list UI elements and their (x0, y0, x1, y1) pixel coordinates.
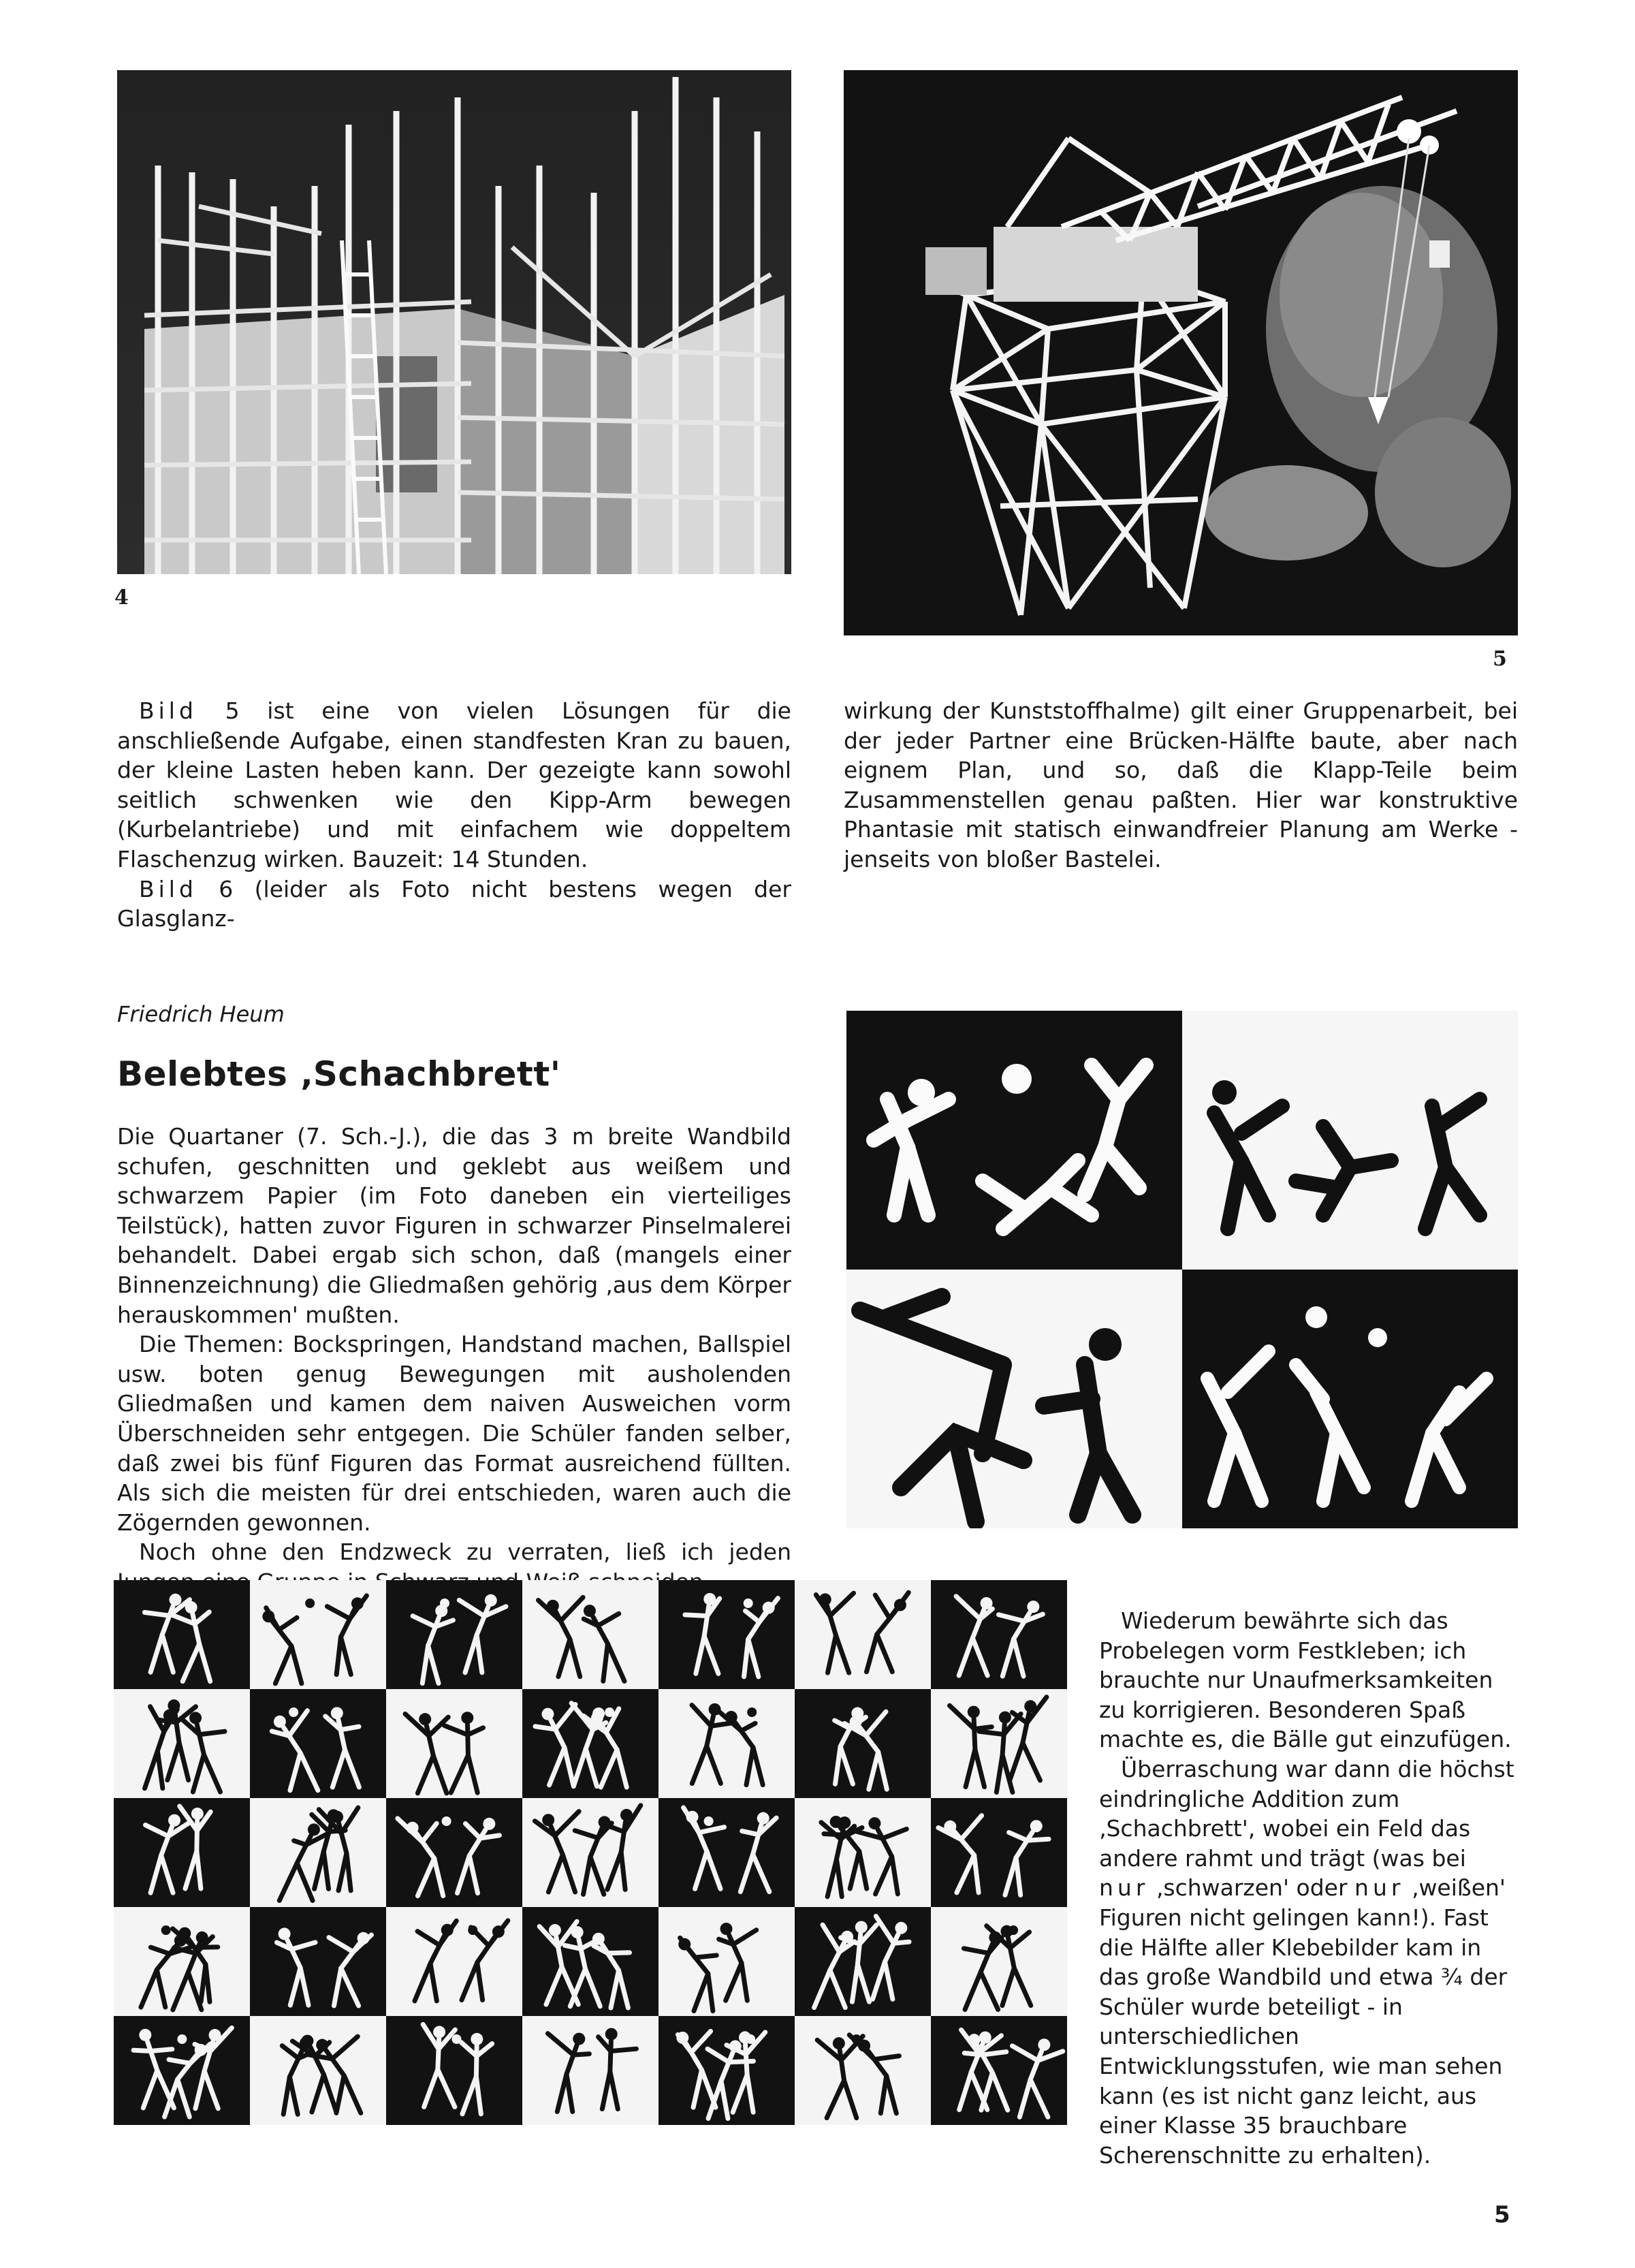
wall-figure-head (592, 1933, 605, 1945)
article-body-left (117, 1122, 791, 1597)
checkerboard-detail-image (846, 1011, 1518, 1528)
wall-figure-head (471, 2033, 483, 2045)
wall-figure-head (830, 1816, 842, 1828)
wall-figure-head (584, 1605, 596, 1617)
wall-figure-head (678, 1938, 690, 1951)
article-title: Belebtes ‚Schachbrett' (117, 1054, 561, 1094)
wall-figure-head (407, 1822, 419, 1834)
wall-figure-limb (1002, 1724, 1004, 1755)
wall-figure-limb (974, 1727, 992, 1729)
wall-figure-head (358, 1932, 370, 1944)
wall-figure-head (999, 1712, 1011, 1724)
article-body-right (1099, 1606, 1514, 2170)
wall-figure-limb (979, 1731, 1004, 1734)
wall-cell (250, 1798, 386, 1907)
wall-figure-limb (133, 2050, 150, 2051)
caption-right-column (844, 696, 1518, 875)
wall-ball (744, 1598, 753, 1608)
wall-figure-limb (964, 2053, 983, 2055)
wall-figure-head (819, 1593, 831, 1605)
wall-figure-head (185, 1601, 197, 1613)
article-right-paragraph-1: Wiederum bewährte sich das Probelegen vorm Festkleben; ich brauchte nur Unaufmerksamkeiten zu korrigieren. Besonderen Spaß machte es, die Bälle gut einzufügen. (1099, 1607, 1512, 1753)
wall-picture-checkerboard (114, 1580, 1067, 2125)
wall-figure-limb (535, 1727, 556, 1729)
wall-figure-head (1024, 1700, 1036, 1712)
wall-figure-head (189, 1712, 202, 1724)
wall-figure-limb (695, 1955, 716, 1957)
page-number: 5 (1494, 2201, 1510, 2228)
wall-figure-head (894, 1599, 906, 1611)
wall-cell (522, 1580, 658, 1689)
wall-figure-head (725, 1711, 737, 1723)
wall-figure-limb (158, 1720, 176, 1722)
figure-5-number: 5 (1493, 647, 1507, 671)
wall-figure-limb (468, 1724, 469, 1755)
article-paragraph-3: Noch ohne den Endzweck zu verraten, ließ ich jeden (139, 1539, 791, 1566)
wall-figure-head (720, 1923, 733, 1935)
wall-cell (114, 1907, 250, 2016)
wall-figure-head (196, 1932, 208, 1944)
wall-figure-head (757, 1812, 769, 1825)
wall-figure-limb (1027, 1839, 1049, 1840)
wall-cell (795, 1798, 931, 1907)
wall-figure-head (763, 1602, 775, 1614)
wall-ball (746, 2034, 755, 2044)
wall-figure-limb (480, 1836, 499, 1838)
wall-figure-head (170, 1594, 182, 1606)
caption-bild-5-lead: Bild (139, 697, 197, 724)
paragraph-2-part-b: ‚schwarzen' oder (1156, 1874, 1348, 1902)
wall-figure-head (833, 2037, 845, 2049)
wall-cell (931, 1580, 1067, 1689)
wall-figure-head (139, 2029, 151, 2041)
wall-cell (522, 1907, 658, 2016)
wall-figure-head (419, 1713, 431, 1725)
wall-figure-head (547, 1600, 559, 1612)
wall-figure-head (331, 1707, 343, 1719)
wall-figure-head (483, 1818, 495, 1830)
figure-4-scaffold-photo (117, 70, 791, 574)
wall-cell (658, 1689, 795, 1798)
wall-figure-limb (983, 2052, 1006, 2055)
wall-ball (1009, 1925, 1018, 1935)
wall-cell (931, 1907, 1067, 2016)
wall-figure-limb (611, 2049, 637, 2051)
wall-ball (440, 1598, 449, 1608)
wall-figure-head (968, 2034, 981, 2046)
wall-figure-head (605, 2028, 618, 2041)
wall-figure-head (492, 1925, 505, 1938)
wall-figure-head (541, 1708, 554, 1720)
figure-4-number: 4 (114, 586, 129, 610)
wall-figure-head (331, 1811, 343, 1823)
wall-figure-limb (746, 2044, 748, 2075)
wall-cell (250, 1689, 386, 1798)
wall-figure-head (301, 2035, 313, 2047)
wall-figure-head (168, 1699, 180, 1712)
wall-ball (747, 1707, 757, 1717)
wall-figure-head (850, 1716, 862, 1728)
wall-figure-limb (573, 2054, 589, 2056)
wall-figure-limb (824, 1834, 846, 1836)
wall-figure-limb (893, 1942, 909, 1943)
article-author: Friedrich Heum (117, 1001, 285, 1027)
wall-ball (468, 1925, 477, 1935)
wall-figure-head (620, 1809, 633, 1821)
wall-figure-head (262, 1610, 274, 1622)
wall-figure-head (686, 1811, 699, 1823)
paragraph-2-part-a: Überraschung war dann die höchst eindringliche Addition zum ‚Schachbrett', wobei ein Feld das andere rahmt und trägt (was bei (1099, 1755, 1514, 1872)
wall-ball (451, 2034, 461, 2044)
wall-ball (161, 1925, 171, 1935)
wall-cell (522, 1689, 658, 1798)
wall-figure-head (279, 1927, 291, 1940)
paragraph-2-nur-1: nur (1099, 1874, 1149, 1902)
wall-cell (931, 1798, 1067, 1907)
wall-figure-head (433, 2026, 445, 2038)
wall-figure-head (895, 1922, 907, 1934)
article-right-paragraph-2 (1099, 1754, 1514, 2170)
wall-figure-head (571, 1926, 584, 1938)
wall-figure-head (979, 2032, 991, 2044)
caption-bild-6-lead: Bild (139, 875, 197, 902)
wall-figure-limb (974, 1719, 975, 1750)
caption-bild-5-text: 5 ist eine von vielen Lösungen für die anschließende Aufgabe, einen standfesten Kran zu bauen, der kleine Lasten heben kann. Der gezeigte kann sowohl seitlich schwenken wie den Kipp-Arm bewegen (Kurbelantriebe) und mit einfachem wie doppeltem Flaschenzug wirken. Bauzeit: 14 Stunden. (117, 697, 791, 872)
wall-figure-limb (340, 1727, 359, 1730)
article-paragraph-1: Die Quartaner (7. Sch.-J.), die das 3 m breite Wandbild schufen, geschnitten und geklebt aus weißem und schwarzem Papier (im Foto daneben ein vierteiliges Teilstück), hatten zuvor Figuren in schwarzer Pinselmalerei behandelt. Dabei ergab sich schon, daß (mangels einer Binnenzeichnung) die Gliedmaßen gehörig ‚aus dem Körper herauskommen' mußten. (117, 1123, 791, 1328)
wall-figure-head (178, 1927, 191, 1940)
wall-figure-head (461, 1712, 473, 1724)
wall-figure-head (485, 1594, 497, 1607)
wall-figure-head (549, 1924, 561, 1936)
wall-figure-limb (711, 1723, 732, 1727)
wall-figure-limb (685, 1615, 708, 1616)
wall-figure-head (316, 2039, 328, 2051)
wall-cell (386, 1798, 522, 1907)
wall-figure-head (351, 1597, 364, 1609)
wall-figure-limb (729, 2061, 753, 2062)
wall-figure-head (981, 1597, 993, 1609)
wall-figure-limb (200, 1731, 225, 1735)
wall-figure-head (168, 1814, 180, 1827)
wall-figure-head (591, 1712, 603, 1724)
figure-5-crane-photo (844, 70, 1518, 635)
wall-cell (250, 2016, 386, 2125)
wall-figure-head (1038, 2038, 1050, 2051)
wall-figure-head (308, 1823, 320, 1836)
wall-figure-head (1027, 1601, 1039, 1613)
wall-cell (114, 1798, 250, 1907)
wall-cell (795, 2016, 931, 2125)
wall-figure-head (1030, 1820, 1043, 1832)
wall-cell (114, 1580, 250, 1689)
wall-ball (289, 1707, 298, 1717)
wall-figure-limb (610, 2041, 612, 2072)
wall-figure-head (703, 1593, 716, 1605)
caption-continuation-text: wirkung der Kunststoffhalme) gilt einer Gruppenarbeit, bei der jeder Partner eine Brücken-Hälfte baute, aber nach eignem Plan, und so, daß die Klapp-Teile beim Zusammenstellen genau paßten. Hier war konstruktive Phantasie mit statisch einwandfreier Planung am Werke - jenseits von bloßer Bastelei. (844, 697, 1518, 872)
wall-figure-head (573, 2033, 585, 2045)
paragraph-2-nur-2: nur (1354, 1874, 1405, 1902)
wall-figure-head (191, 1808, 204, 1820)
wall-figure-head (274, 1716, 286, 1728)
wall-figure-limb (476, 2046, 477, 2077)
wall-ball (177, 2034, 187, 2044)
wall-ball (852, 2034, 861, 2044)
wall-figure-head (542, 1814, 554, 1826)
wall-figure-head (209, 2029, 221, 2041)
caption-bild-6-text: 6 (leider als Foto nicht bestens wegen der Glasglanz- (117, 875, 791, 932)
wall-ball (704, 1816, 714, 1826)
wall-figure-limb (150, 2049, 172, 2051)
wall-figure-head (868, 1817, 880, 1829)
wall-cell (795, 1689, 931, 1798)
paragraph-2-part-c: ‚weißen' Figuren nicht gelingen kann!). Fast die Hälfte aller Klebebilder kam in das große Wandbild und etwa ¾ der Schüler wurde beteiligt - in unterschiedlichen Entwicklungsstufen, wie man sehen kann (es ist nicht ganz leicht, aus einer Klasse 35 brauchbare Scherenschnitte zu erhalten). (1099, 1874, 1508, 2169)
wall-cell (386, 1580, 522, 1689)
wall-figure-limb (438, 2039, 439, 2070)
wall-cell (658, 1580, 795, 1689)
wall-cell (658, 1798, 795, 1907)
wall-figure-head (968, 1706, 980, 1718)
wall-cell (522, 2016, 658, 2125)
wall-cell (250, 1907, 386, 2016)
article-paragraph-2: Die Themen: Bockspringen, Handstand machen, Ballspiel usw. boten genug Bewegungen mit ausholenden Gliedmaßen und kamen dem naiven Ausweichen vorm Überschneiden sehr entgegen. Die Schüler fanden selber, daß zwei bis fünf Figuren das Format ausreichend füllten. Als sich die meisten für drei entschieden, waren auch die Zögernden gewonnen. (117, 1331, 791, 1536)
wall-ball (605, 1707, 614, 1717)
wall-picture-svg (114, 1580, 1067, 2125)
wall-figure-limb (144, 1612, 169, 1616)
wall-ball (305, 1598, 315, 1608)
wall-figure-head (855, 1921, 868, 1933)
caption-left-column (117, 696, 791, 934)
wall-figure-limb (194, 1947, 218, 1948)
wall-figure-head (944, 1821, 956, 1833)
wall-figure-head (676, 2032, 688, 2044)
wall-ball (442, 1816, 451, 1826)
wall-figure-head (441, 1924, 454, 1936)
wall-cell (931, 2016, 1067, 2125)
wall-figure-limb (857, 1934, 860, 1964)
